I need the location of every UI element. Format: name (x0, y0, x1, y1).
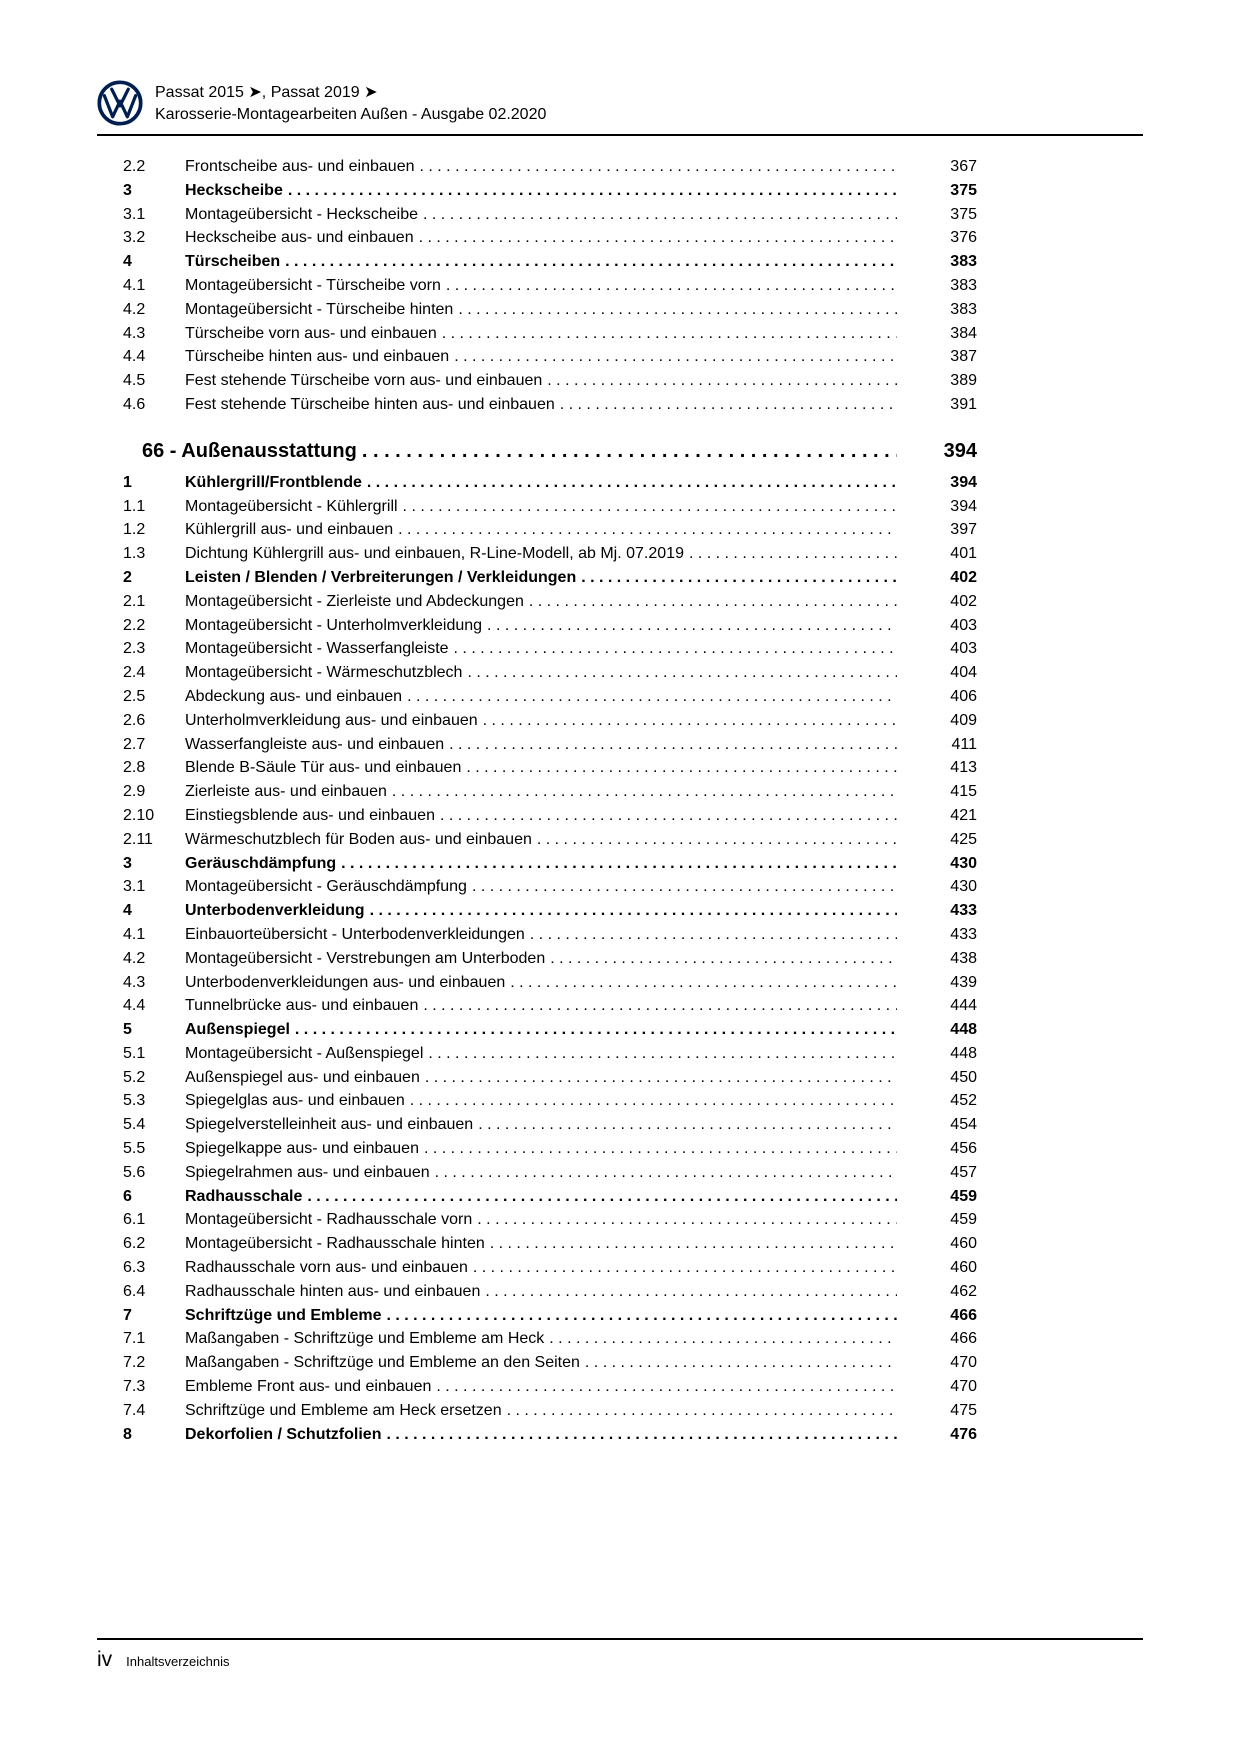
toc-entry-title: Radhausschale hinten aus- und einbauen (185, 1282, 481, 1300)
dot-leader (446, 274, 897, 298)
toc-row[interactable] (80, 1327, 977, 1351)
dot-leader (529, 590, 897, 614)
toc-entry-title: Radhausschale (185, 1187, 303, 1205)
toc-entry-page: 425 (950, 830, 977, 848)
toc-entry-number: 4.5 (123, 372, 146, 390)
toc-row[interactable] (80, 780, 977, 804)
toc-entry-title: Außenspiegel aus- und einbauen (185, 1068, 420, 1086)
toc-entry-number: 1 (123, 473, 132, 491)
dot-leader (472, 875, 897, 899)
toc-entry-page: 454 (950, 1116, 977, 1134)
toc-entry-title: Türscheibe vorn aus- und einbauen (185, 324, 437, 342)
toc-row[interactable] (80, 590, 977, 614)
toc-row[interactable] (80, 637, 977, 661)
toc-entry-title: Außenspiegel (185, 1021, 290, 1039)
toc-entry-page: 391 (950, 395, 977, 413)
toc-entry-title: Schriftzüge und Embleme (185, 1306, 382, 1324)
toc-row[interactable] (80, 1042, 977, 1066)
toc-entry-number: 5 (123, 1021, 132, 1039)
toc-entry-number: 5.1 (123, 1044, 146, 1062)
toc-entry-title: Maßangaben - Schriftzüge und Embleme an den Seiten (185, 1354, 580, 1372)
toc-entry-page: 389 (950, 372, 977, 390)
dot-leader (467, 661, 897, 685)
toc-row[interactable] (80, 1423, 977, 1447)
toc-row[interactable] (80, 828, 977, 852)
toc-entry-page: 430 (950, 854, 977, 872)
toc-row[interactable] (80, 923, 977, 947)
dot-leader (407, 685, 897, 709)
toc-rows (80, 155, 977, 1446)
toc-entry-number: 2.6 (123, 711, 146, 729)
toc-entry-number: 7 (123, 1306, 132, 1324)
toc-row[interactable] (80, 875, 977, 899)
toc-row[interactable] (80, 322, 977, 346)
dot-leader (295, 1018, 897, 1042)
toc-entry-number: 6 (123, 1187, 132, 1205)
toc-entry-number: 1.1 (123, 497, 146, 515)
toc-row[interactable] (80, 1018, 977, 1042)
toc-entry-title: Fest stehende Türscheibe vorn aus- und einbauen (185, 372, 543, 390)
toc-entry-page: 403 (950, 640, 977, 658)
dot-leader (477, 1208, 897, 1232)
header-text (155, 80, 546, 126)
toc-entry-number: 1.3 (123, 545, 146, 563)
toc-entry-number: 5.6 (123, 1163, 146, 1181)
toc-entry-number: 5.5 (123, 1140, 146, 1158)
toc-entry-number: 4.3 (123, 324, 146, 342)
toc-entry-title: Montageübersicht - Verstrebungen am Unterboden (185, 949, 546, 967)
toc-row[interactable] (80, 1375, 977, 1399)
toc-entry-number: 7.2 (123, 1354, 146, 1372)
toc-row[interactable] (80, 471, 977, 495)
toc-entry-title: Schriftzüge und Embleme am Heck ersetzen (185, 1401, 502, 1419)
toc-entry-number: 5.4 (123, 1116, 146, 1134)
toc-entry-page: 383 (950, 276, 977, 294)
toc-row[interactable] (80, 1113, 977, 1137)
dot-leader (473, 1256, 897, 1280)
toc-entry-title: Einstiegsblende aus- und einbauen (185, 806, 435, 824)
dot-leader (370, 899, 897, 923)
toc-entry-page: 439 (950, 973, 977, 991)
toc-entry-number: 2.10 (123, 806, 155, 824)
toc-row[interactable] (80, 274, 977, 298)
toc-entry-page: 384 (950, 324, 977, 342)
dot-leader (550, 947, 897, 971)
toc-entry-page: 394 (943, 439, 977, 462)
toc-row[interactable] (80, 1185, 977, 1209)
toc-row[interactable] (80, 155, 977, 179)
toc-row[interactable] (80, 1066, 977, 1090)
toc-entry-number: 4.6 (123, 395, 146, 413)
toc-entry-title: Spiegelkappe aus- und einbauen (185, 1140, 419, 1158)
toc-row[interactable] (80, 614, 977, 638)
toc-entry-page: 403 (950, 616, 977, 634)
toc-row[interactable] (80, 179, 977, 203)
toc-entry-title: Zierleiste aus- und einbauen (185, 783, 387, 801)
toc-entry-title: Montageübersicht - Wärmeschutzblech (185, 664, 463, 682)
toc-row[interactable] (80, 518, 977, 542)
toc-entry-number: 4 (123, 253, 132, 271)
dot-leader (362, 437, 897, 465)
toc-row[interactable] (80, 994, 977, 1018)
toc-entry-page: 452 (950, 1092, 977, 1110)
toc-entry-page: 401 (950, 545, 977, 563)
toc-row[interactable] (80, 542, 977, 566)
dot-leader (487, 614, 897, 638)
dot-leader (689, 542, 897, 566)
dot-leader (386, 1304, 897, 1328)
toc-row[interactable] (80, 298, 977, 322)
toc-entry-page: 394 (950, 473, 977, 491)
toc-entry-title: Spiegelrahmen aus- und einbauen (185, 1163, 430, 1181)
toc-entry-title: Einbauorteübersicht - Unterbodenverkleidungen (185, 925, 525, 943)
toc-entry-number: 2.3 (123, 640, 146, 658)
dot-leader (483, 709, 897, 733)
dot-leader (420, 155, 898, 179)
dot-leader (428, 1042, 897, 1066)
header-document-line: Karosserie-Montagearbeiten Außen - Ausgabe 02.2020 (155, 106, 547, 123)
toc-entry-number: 2.2 (123, 616, 146, 634)
vw-logo-icon (97, 80, 143, 126)
toc-entry-title: Blende B-Säule Tür aus- und einbauen (185, 759, 462, 777)
toc-row[interactable] (80, 1208, 977, 1232)
dot-leader (454, 637, 897, 661)
toc-entry-page: 448 (950, 1021, 977, 1039)
toc-entry-number: 4.4 (123, 348, 146, 366)
toc-row[interactable] (80, 369, 977, 393)
toc-entry-number: 3.2 (123, 229, 146, 247)
toc-entry-title: Türscheiben (185, 253, 281, 271)
dot-leader (288, 179, 897, 203)
toc-entry-title: 66 - Außenausstattung (142, 439, 357, 462)
dot-leader (530, 923, 897, 947)
dot-leader (440, 804, 897, 828)
dot-leader (386, 1423, 897, 1447)
toc-entry-title: Unterbodenverkleidungen aus- und einbauen (185, 973, 506, 991)
toc-entry-title: Heckscheibe aus- und einbauen (185, 229, 414, 247)
toc-entry-page: 402 (950, 592, 977, 610)
toc-entry-number: 6.1 (123, 1211, 146, 1229)
toc-entry-page: 462 (950, 1282, 977, 1300)
toc-entry-page: 475 (950, 1401, 977, 1419)
toc-row[interactable] (80, 1161, 977, 1185)
toc-entry-title: Fest stehende Türscheibe hinten aus- und einbauen (185, 395, 555, 413)
dot-leader (507, 1399, 897, 1423)
toc-row[interactable] (80, 733, 977, 757)
toc-entry-number: 5.3 (123, 1092, 146, 1110)
toc-entry-page: 459 (950, 1187, 977, 1205)
dot-leader (510, 971, 897, 995)
toc-entry-number: 2.4 (123, 664, 146, 682)
dot-leader (423, 203, 897, 227)
toc-entry-page: 433 (950, 925, 977, 943)
toc-entry-page: 402 (950, 568, 977, 586)
toc-entry-number: 2.7 (123, 735, 146, 753)
header-divider (97, 134, 1143, 136)
toc-entry-page: 387 (950, 348, 977, 366)
toc-entry-number: 6.2 (123, 1235, 146, 1253)
toc-entry-number: 3.1 (123, 878, 146, 896)
toc-row[interactable] (80, 1232, 977, 1256)
toc-entry-title: Montageübersicht - Außenspiegel (185, 1044, 424, 1062)
toc-entry-page: 375 (950, 181, 977, 199)
dot-leader (307, 1185, 897, 1209)
toc-entry-page: 367 (950, 158, 977, 175)
dot-leader (285, 250, 897, 274)
toc-entry-title: Kühlergrill/Frontblende (185, 473, 362, 491)
toc-entry-page: 460 (950, 1259, 977, 1277)
table-of-contents (80, 155, 977, 1446)
toc-row[interactable] (80, 1399, 977, 1423)
toc-entry-page: 430 (950, 878, 977, 896)
dot-leader (485, 1280, 897, 1304)
toc-row[interactable] (80, 756, 977, 780)
toc-entry-page: 470 (950, 1354, 977, 1372)
dot-leader (560, 393, 897, 417)
dot-leader (449, 733, 897, 757)
toc-entry-page: 394 (950, 497, 977, 515)
dot-leader (537, 828, 897, 852)
toc-row[interactable] (80, 250, 977, 274)
toc-entry-number: 6.3 (123, 1259, 146, 1277)
toc-entry-number: 4 (123, 902, 132, 920)
toc-entry-number: 2 (123, 568, 132, 586)
toc-entry-title: Tunnelbrücke aus- und einbauen (185, 997, 419, 1015)
toc-row[interactable] (80, 661, 977, 685)
toc-entry-page: 409 (950, 711, 977, 729)
toc-entry-page: 438 (950, 949, 977, 967)
toc-entry-page: 450 (950, 1068, 977, 1086)
toc-entry-number: 3 (123, 181, 132, 199)
toc-entry-title: Wasserfangleiste aus- und einbauen (185, 735, 445, 753)
toc-entry-title: Frontscheibe aus- und einbauen (185, 158, 415, 175)
toc-entry-number: 6.4 (123, 1282, 146, 1300)
toc-entry-number: 2.2 (123, 158, 146, 175)
toc-entry-title: Unterholmverkleidung aus- und einbauen (185, 711, 478, 729)
toc-entry-title: Montageübersicht - Unterholmverkleidung (185, 616, 483, 634)
toc-entry-number: 4.3 (123, 973, 146, 991)
toc-entry-page: 476 (950, 1425, 977, 1443)
toc-entry-page: 466 (950, 1330, 977, 1348)
toc-entry-title: Leisten / Blenden / Verbreiterungen / Verkleidungen (185, 568, 577, 586)
toc-row[interactable] (80, 566, 977, 590)
dot-leader (436, 1375, 897, 1399)
footer-divider (97, 1638, 1143, 1640)
toc-entry-page: 406 (950, 687, 977, 705)
toc-entry-title: Montageübersicht - Türscheibe vorn (185, 276, 441, 294)
toc-row[interactable] (80, 852, 977, 876)
toc-row[interactable] (80, 345, 977, 369)
dot-leader (425, 1066, 897, 1090)
toc-entry-page: 404 (950, 664, 977, 682)
toc-entry-page: 448 (950, 1044, 977, 1062)
toc-entry-page: 466 (950, 1306, 977, 1324)
toc-row[interactable] (80, 1351, 977, 1375)
toc-row[interactable] (80, 1137, 977, 1161)
toc-entry-page: 375 (950, 205, 977, 223)
toc-entry-page: 470 (950, 1378, 977, 1396)
toc-entry-number: 1.2 (123, 521, 146, 539)
dot-leader (403, 495, 897, 519)
toc-entry-title: Montageübersicht - Radhausschale vorn (185, 1211, 473, 1229)
toc-entry-page: 376 (950, 229, 977, 247)
dot-leader (392, 780, 897, 804)
toc-entry-title: Montageübersicht - Radhausschale hinten (185, 1235, 485, 1253)
toc-entry-title: Montageübersicht - Kühlergrill (185, 497, 398, 515)
dot-leader (367, 471, 897, 495)
toc-entry-title: Dichtung Kühlergrill aus- und einbauen, R-Line-Modell, ab Mj. 07.2019 (185, 545, 684, 563)
page-footer (97, 1648, 230, 1672)
page-header (97, 80, 546, 126)
toc-entry-number: 4.4 (123, 997, 146, 1015)
toc-entry-title: Spiegelglas aus- und einbauen (185, 1092, 405, 1110)
dot-leader (458, 298, 897, 322)
dot-leader (423, 994, 897, 1018)
toc-entry-title: Montageübersicht - Geräuschdämpfung (185, 878, 467, 896)
toc-entry-page: 421 (950, 806, 977, 824)
dot-leader (410, 1089, 897, 1113)
toc-row[interactable] (80, 226, 977, 250)
toc-entry-number: 5.2 (123, 1068, 146, 1086)
toc-entry-page: 457 (950, 1163, 977, 1181)
toc-entry-title: Geräuschdämpfung (185, 854, 337, 872)
toc-entry-number: 2.9 (123, 783, 146, 801)
toc-row[interactable] (80, 804, 977, 828)
toc-row[interactable] (80, 437, 977, 465)
toc-entry-title: Montageübersicht - Wasserfangleiste (185, 640, 449, 658)
toc-entry-number: 3.1 (123, 205, 146, 223)
toc-entry-number: 7.1 (123, 1330, 146, 1348)
toc-entry-page: 383 (950, 253, 977, 271)
toc-row[interactable] (80, 1256, 977, 1280)
toc-entry-title: Spiegelverstelleinheit aus- und einbauen (185, 1116, 474, 1134)
toc-row[interactable] (80, 685, 977, 709)
toc-entry-number: 7.4 (123, 1401, 146, 1419)
toc-entry-title: Montageübersicht - Zierleiste und Abdeckungen (185, 592, 524, 610)
dot-leader (581, 566, 897, 590)
toc-entry-page: 460 (950, 1235, 977, 1253)
toc-entry-title: Abdeckung aus- und einbauen (185, 687, 403, 705)
toc-row[interactable] (80, 709, 977, 733)
footer-label: Inhaltsverzeichnis (126, 1654, 230, 1669)
toc-entry-number: 3 (123, 854, 132, 872)
toc-entry-title: Heckscheibe (185, 181, 283, 199)
toc-entry-number: 4.2 (123, 300, 146, 318)
toc-entry-number: 2.8 (123, 759, 146, 777)
toc-entry-page: 433 (950, 902, 977, 920)
toc-entry-page: 459 (950, 1211, 977, 1229)
toc-entry-number: 2.5 (123, 687, 146, 705)
toc-entry-title: Montageübersicht - Heckscheibe (185, 205, 419, 223)
dot-leader (442, 322, 897, 346)
toc-entry-number: 8 (123, 1425, 132, 1443)
toc-row[interactable] (80, 393, 977, 417)
toc-entry-title: Türscheibe hinten aus- und einbauen (185, 348, 450, 366)
toc-entry-number: 7.3 (123, 1378, 146, 1396)
dot-leader (547, 369, 897, 393)
toc-entry-page: 456 (950, 1140, 977, 1158)
header-model-line: Passat 2015 ➤, Passat 2019 ➤ (155, 84, 378, 101)
toc-entry-title: Radhausschale vorn aus- und einbauen (185, 1259, 468, 1277)
dot-leader (466, 756, 897, 780)
toc-entry-title: Maßangaben - Schriftzüge und Embleme am Heck (185, 1330, 545, 1348)
toc-entry-number: 4.1 (123, 925, 146, 943)
toc-entry-number: 4.1 (123, 276, 146, 294)
dot-leader (419, 226, 897, 250)
footer-page-number: iv (97, 1648, 113, 1671)
toc-row[interactable] (80, 1089, 977, 1113)
toc-entry-page: 383 (950, 300, 977, 318)
toc-entry-page: 415 (950, 783, 977, 801)
toc-entry-number: 4.2 (123, 949, 146, 967)
dot-leader (435, 1161, 897, 1185)
toc-entry-page: 411 (951, 735, 977, 753)
toc-row[interactable] (80, 495, 977, 519)
toc-row[interactable] (80, 203, 977, 227)
dot-leader (585, 1351, 897, 1375)
dot-leader (341, 852, 897, 876)
dot-leader (398, 518, 897, 542)
toc-entry-number: 2.11 (123, 830, 153, 848)
toc-entry-title: Unterbodenverkleidung (185, 902, 365, 920)
dot-leader (549, 1327, 897, 1351)
toc-entry-title: Montageübersicht - Türscheibe hinten (185, 300, 454, 318)
toc-entry-title: Dekorfolien / Schutzfolien (185, 1425, 382, 1443)
toc-entry-title: Wärmeschutzblech für Boden aus- und einbauen (185, 830, 532, 848)
toc-entry-page: 397 (950, 521, 977, 539)
dot-leader (424, 1137, 897, 1161)
toc-entry-number: 2.1 (123, 592, 146, 610)
dot-leader (454, 345, 897, 369)
toc-row[interactable] (80, 947, 977, 971)
toc-row[interactable] (80, 1304, 977, 1328)
toc-row[interactable] (80, 971, 977, 995)
toc-entry-page: 413 (950, 759, 977, 777)
toc-entry-page: 444 (950, 997, 977, 1015)
dot-leader (478, 1113, 897, 1137)
toc-row[interactable] (80, 1280, 977, 1304)
toc-row[interactable] (80, 899, 977, 923)
toc-entry-title: Kühlergrill aus- und einbauen (185, 521, 394, 539)
dot-leader (490, 1232, 897, 1256)
toc-entry-title: Embleme Front aus- und einbauen (185, 1378, 432, 1396)
